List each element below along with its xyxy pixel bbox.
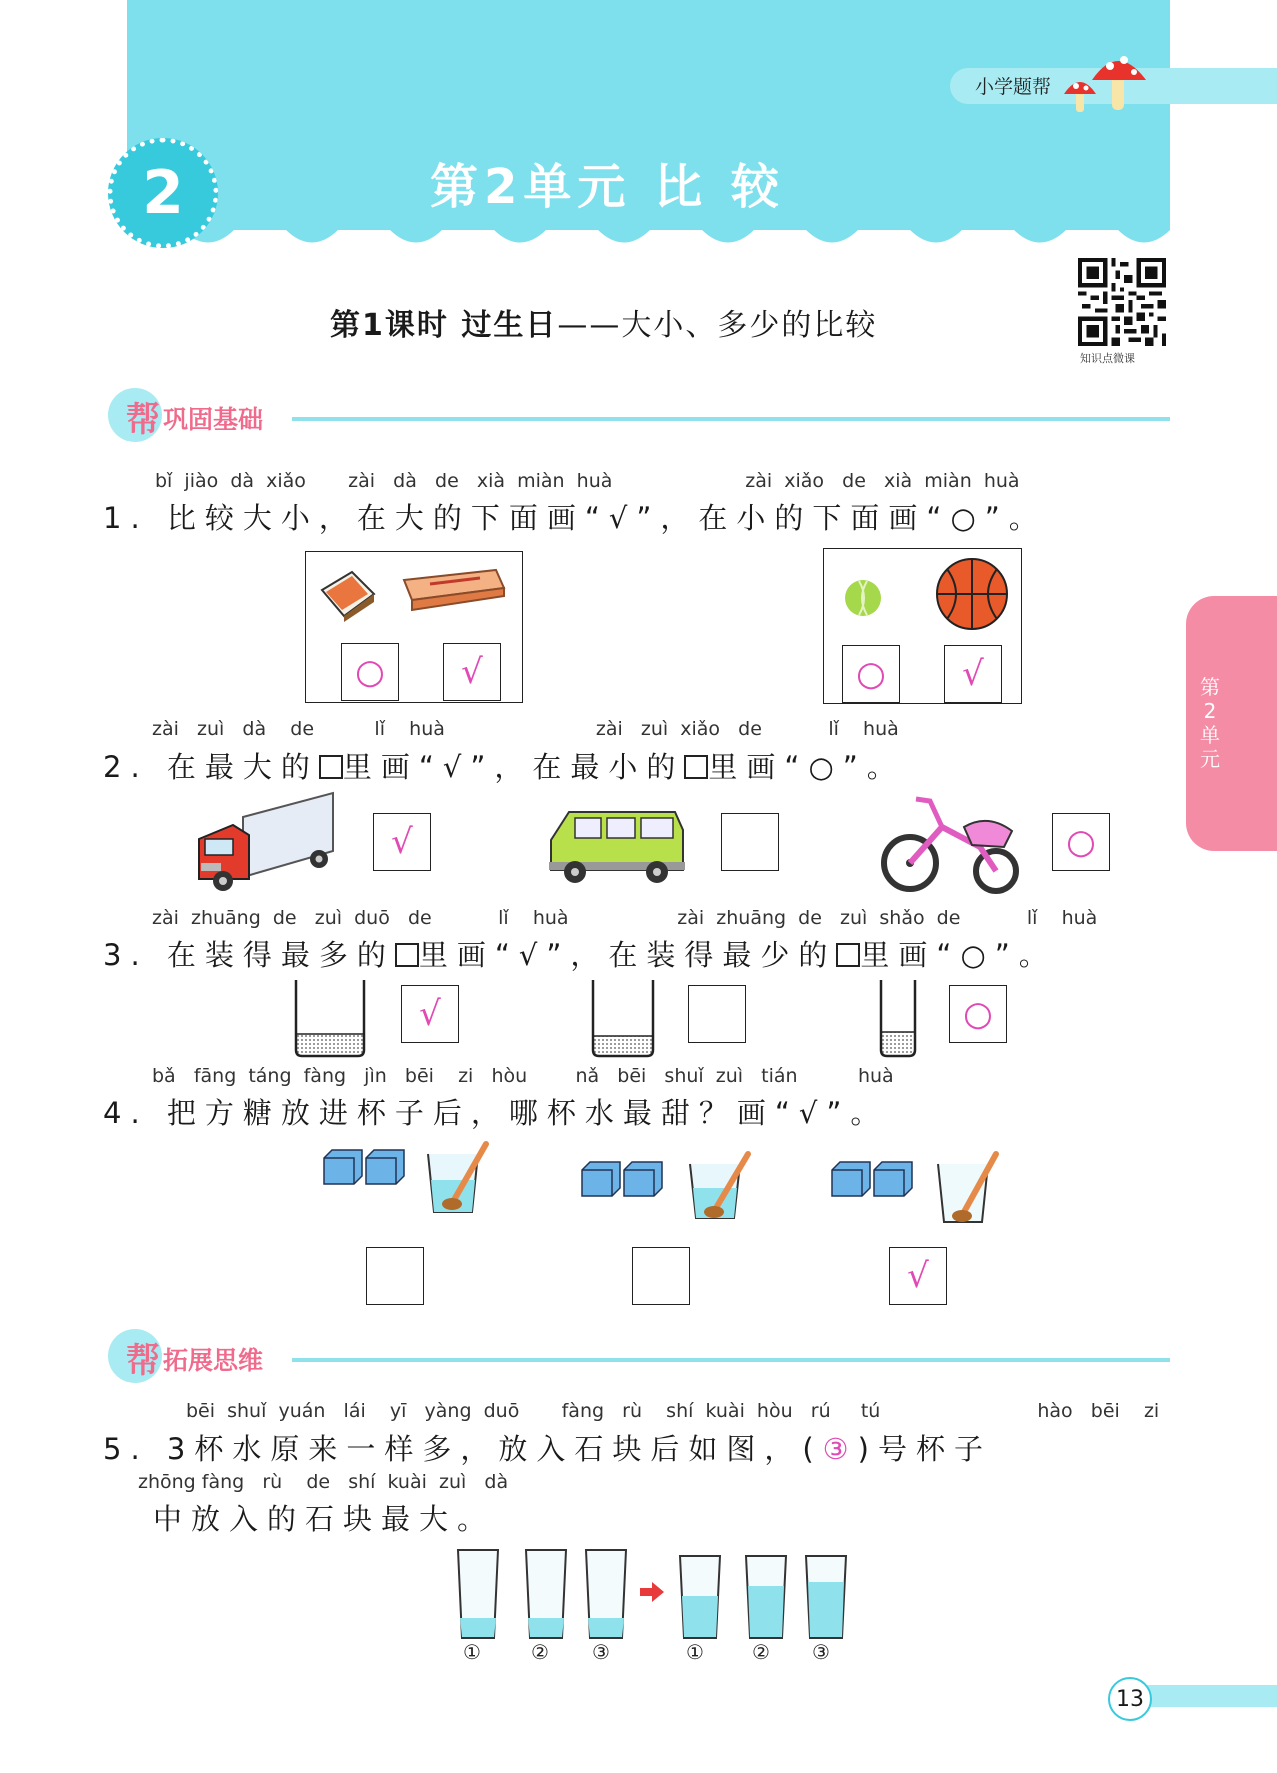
q1-pinyin: bǐ jiào dà xiǎo zài dà de xià miàn huà zài xiǎo de xià miàn huà [155,470,1020,492]
glass-label: ③ [812,1640,830,1664]
container-icon [877,978,919,1060]
q1-answer-box-4[interactable]: √ [944,645,1002,703]
section-label: 巩固基础 [163,405,264,434]
q3-text-a: 3. 在装得最多的 [103,938,395,972]
lesson-subtitle: ——大小、多少的比较 [557,308,878,343]
glass-label: ② [752,1640,770,1664]
qr-code-icon[interactable] [1078,258,1166,346]
q1-answer-box-3[interactable]: ○ [842,645,900,703]
basketball-icon [935,557,1009,631]
container-icon [589,978,657,1060]
q5-pinyin-1: bēi shuǐ yuán lái yī yàng duō fàng rù shí kuài hòu rú tú hào bēi zi [186,1400,1160,1422]
q4-answer-box-3[interactable]: √ [889,1247,947,1305]
inline-box-icon [319,755,343,779]
tricycle-icon [880,791,1020,895]
cup-spoon-icon [424,1140,494,1216]
q3-text-b: 里画“√”，在装得最少的 [418,938,837,972]
q4-text: 4. 把方糖放进杯子后，哪杯水最甜？画“√”。 [103,1096,889,1130]
eraser-icon [316,566,380,622]
sugar-cubes-icon [322,1148,406,1186]
side-tab-label: 第2单元 [1200,675,1220,771]
section-bang: 帮 [126,400,160,440]
q3-text [103,933,1057,974]
inline-box-icon [684,755,708,779]
section-label: 拓展思维 [163,1346,264,1375]
glass-label: ① [686,1640,704,1664]
q5-text-1 [103,1427,992,1468]
q2-answer-box-3[interactable]: ○ [1052,813,1110,871]
q5-answer[interactable]: ③ [822,1432,858,1466]
pencil-box-icon [400,566,508,612]
unit-title: 第2单元 比 较 [430,159,785,215]
q3-answer-box-2[interactable] [688,985,746,1043]
tennis-ball-icon [843,578,883,618]
mushroom-icon [1062,46,1150,114]
qr-caption: 知识点微课 [1080,352,1135,365]
q2-answer-box-2[interactable] [721,813,779,871]
q2-pinyin: zài zuì dà de lǐ huà zài zuì xiǎo de lǐ huà [152,718,899,740]
q3-answer-box-1[interactable]: √ [401,985,459,1043]
page-number-strip [1130,1685,1277,1707]
cup-spoon-icon [934,1150,1004,1226]
van-icon [545,800,687,888]
q2-text-b: 里画“√”，在最小的 [342,750,685,784]
section-header-extend [108,1325,1170,1385]
q1-answer-box-1[interactable]: ○ [341,643,399,701]
q2-answer-box-1[interactable]: √ [373,813,431,871]
q3-answer-box-3[interactable]: ○ [949,985,1007,1043]
glass-label: ③ [592,1640,610,1664]
q2-text-a: 2. 在最大的 [103,750,319,784]
q1-answer-box-2[interactable]: √ [443,643,501,701]
section-bang: 帮 [126,1341,160,1381]
q3-pinyin: zài zhuāng de zuì duō de lǐ huà zài zhuāng de zuì shǎo de lǐ huà [152,907,1098,929]
section-header-basic [108,384,1170,444]
q5-text-1a: 5. 3杯水原来一样多，放入石块后如图，( [103,1432,823,1466]
q1-text: 1. 比较大小，在大的下面画“√”，在小的下面画“○”。 [103,501,1047,535]
q4-answer-box-2[interactable] [632,1247,690,1305]
glass-label: ② [531,1640,549,1664]
section-divider [292,1358,1170,1362]
lesson-title [330,300,877,344]
cup-spoon-icon [686,1150,756,1222]
sugar-cubes-icon [830,1160,914,1198]
q2-text [103,745,905,786]
q2-text-c: 里画“○”。 [708,750,905,784]
unit-number-badge: 2 [108,138,218,248]
q4-answer-box-1[interactable] [366,1247,424,1305]
lesson-title-main: 第1课时 过生日 [330,308,558,343]
glass-label: ① [463,1640,481,1664]
glasses-diagram [454,1546,854,1644]
q3-text-c: 里画“○”。 [860,938,1057,972]
q5-text-1b: )号杯子 [857,1432,992,1466]
brand-label: 小学题帮 [975,76,1052,98]
truck-icon [193,787,341,895]
inline-box-icon [395,943,419,967]
section-divider [292,417,1170,421]
sugar-cubes-icon [580,1160,664,1198]
page-number: 13 [1108,1677,1152,1721]
q5-text-2: 中放入的石块最大。 [153,1502,496,1536]
q4-pinyin: bǎ fāng táng fàng jìn bēi zi hòu nǎ bēi shuǐ zuì tián huà [152,1065,894,1087]
inline-box-icon [836,943,860,967]
q5-pinyin-2: zhōng fàng rù de shí kuài zuì dà [138,1471,509,1493]
container-icon [292,978,368,1060]
